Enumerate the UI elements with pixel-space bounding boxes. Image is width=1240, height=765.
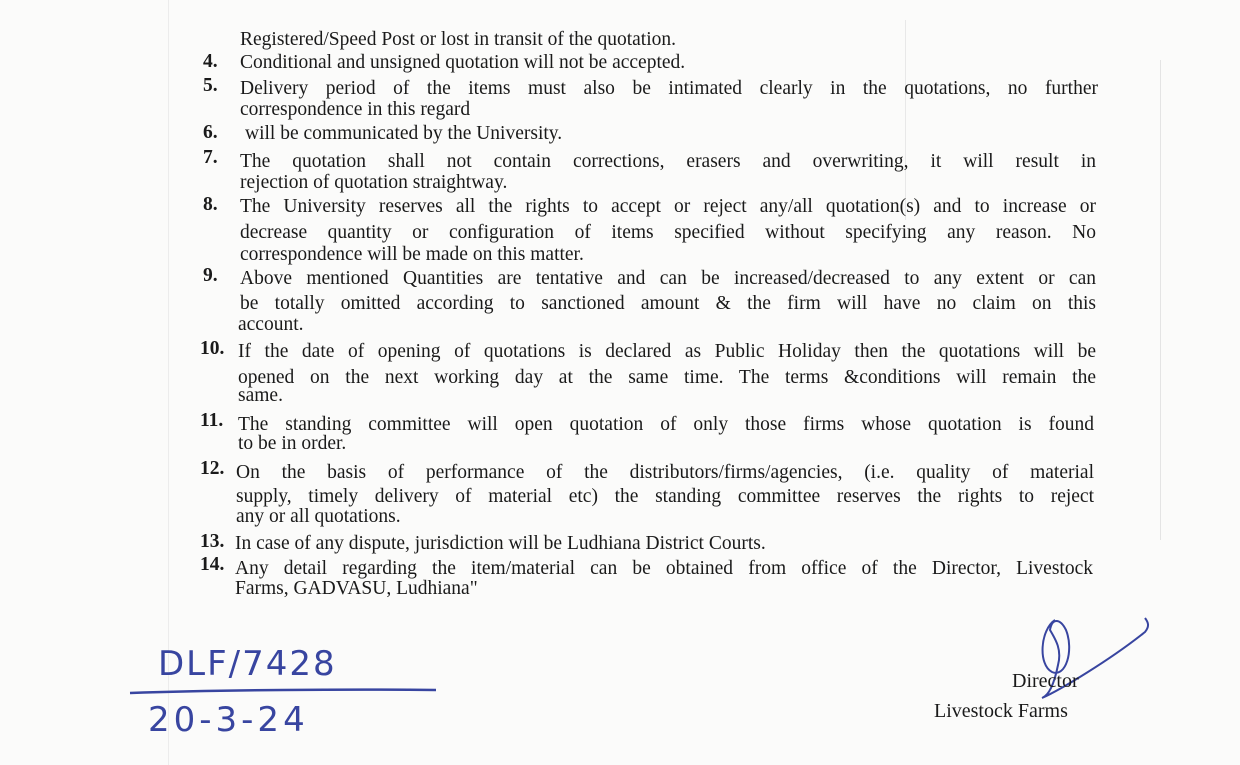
item-text: account. xyxy=(238,314,304,335)
item-number: 5. xyxy=(203,75,218,96)
item-text: The standing committee will open quotation of only those firms whose quotation is found xyxy=(238,414,1094,435)
signatory-office: Livestock Farms xyxy=(934,700,1068,722)
item-text: Conditional and unsigned quotation will not be accepted. xyxy=(240,52,686,73)
signature-scribble xyxy=(1000,610,1160,710)
item-text: Above mentioned Quantities are tentative and can be increased/decreased to any extent or can xyxy=(240,268,1096,289)
item-text: correspondence will be made on this matter. xyxy=(240,244,584,265)
item-text: to be in order. xyxy=(238,433,347,454)
item-text: If the date of opening of quotations is declared as Public Holiday then the quotations will be xyxy=(238,341,1096,362)
item-text: Farms, GADVASU, Ludhiana" xyxy=(235,578,478,599)
item-number: 4. xyxy=(203,51,218,72)
handwritten-reference: DLF/7428 xyxy=(158,644,337,684)
item-text: opened on the next working day at the same time. The terms &conditions will remain the xyxy=(238,367,1096,388)
handwritten-underline xyxy=(128,684,448,700)
item-number: 9. xyxy=(203,265,218,286)
item-text: will be communicated by the University. xyxy=(245,123,563,144)
item-text: rejection of quotation straightway. xyxy=(240,172,508,193)
item-text: any or all quotations. xyxy=(236,506,401,527)
item-number: 7. xyxy=(203,147,218,168)
item-number: 10. xyxy=(200,338,225,359)
item-number: 12. xyxy=(200,458,225,479)
continuation-text: Registered/Speed Post or lost in transit of the quotation. xyxy=(240,29,676,50)
item-text: supply, timely delivery of material etc) the standing committee reserves the rights to reject xyxy=(236,486,1094,507)
item-text: same. xyxy=(238,385,283,406)
handwritten-date: 20-3-24 xyxy=(148,700,309,740)
item-text: The quotation shall not contain corrections, erasers and overwriting, it will result in xyxy=(240,151,1096,172)
item-text: be totally omitted according to sanctioned amount & the firm will have no claim on this xyxy=(240,293,1096,314)
item-text: The University reserves all the rights to accept or reject any/all quotation(s) and to increase or xyxy=(240,196,1096,217)
item-number: 11. xyxy=(200,410,224,431)
item-text: Delivery period of the items must also be intimated clearly in the quotations, no further xyxy=(240,78,1098,99)
item-number: 6. xyxy=(203,122,218,143)
item-text: In case of any dispute, jurisdiction will be Ludhiana District Courts. xyxy=(235,533,766,554)
item-number: 13. xyxy=(200,531,225,552)
item-text: Any detail regarding the item/material can be obtained from office of the Director, Livestock xyxy=(235,558,1093,579)
item-text: correspondence in this regard xyxy=(240,99,471,120)
item-number: 8. xyxy=(203,194,218,215)
item-text: On the basis of performance of the distributors/firms/agencies, (i.e. quality of material xyxy=(236,462,1094,483)
item-number: 14. xyxy=(200,554,225,575)
signatory-title: Director xyxy=(1012,670,1079,692)
item-text: decrease quantity or configuration of items specified without specifying any reason. No xyxy=(240,222,1096,243)
